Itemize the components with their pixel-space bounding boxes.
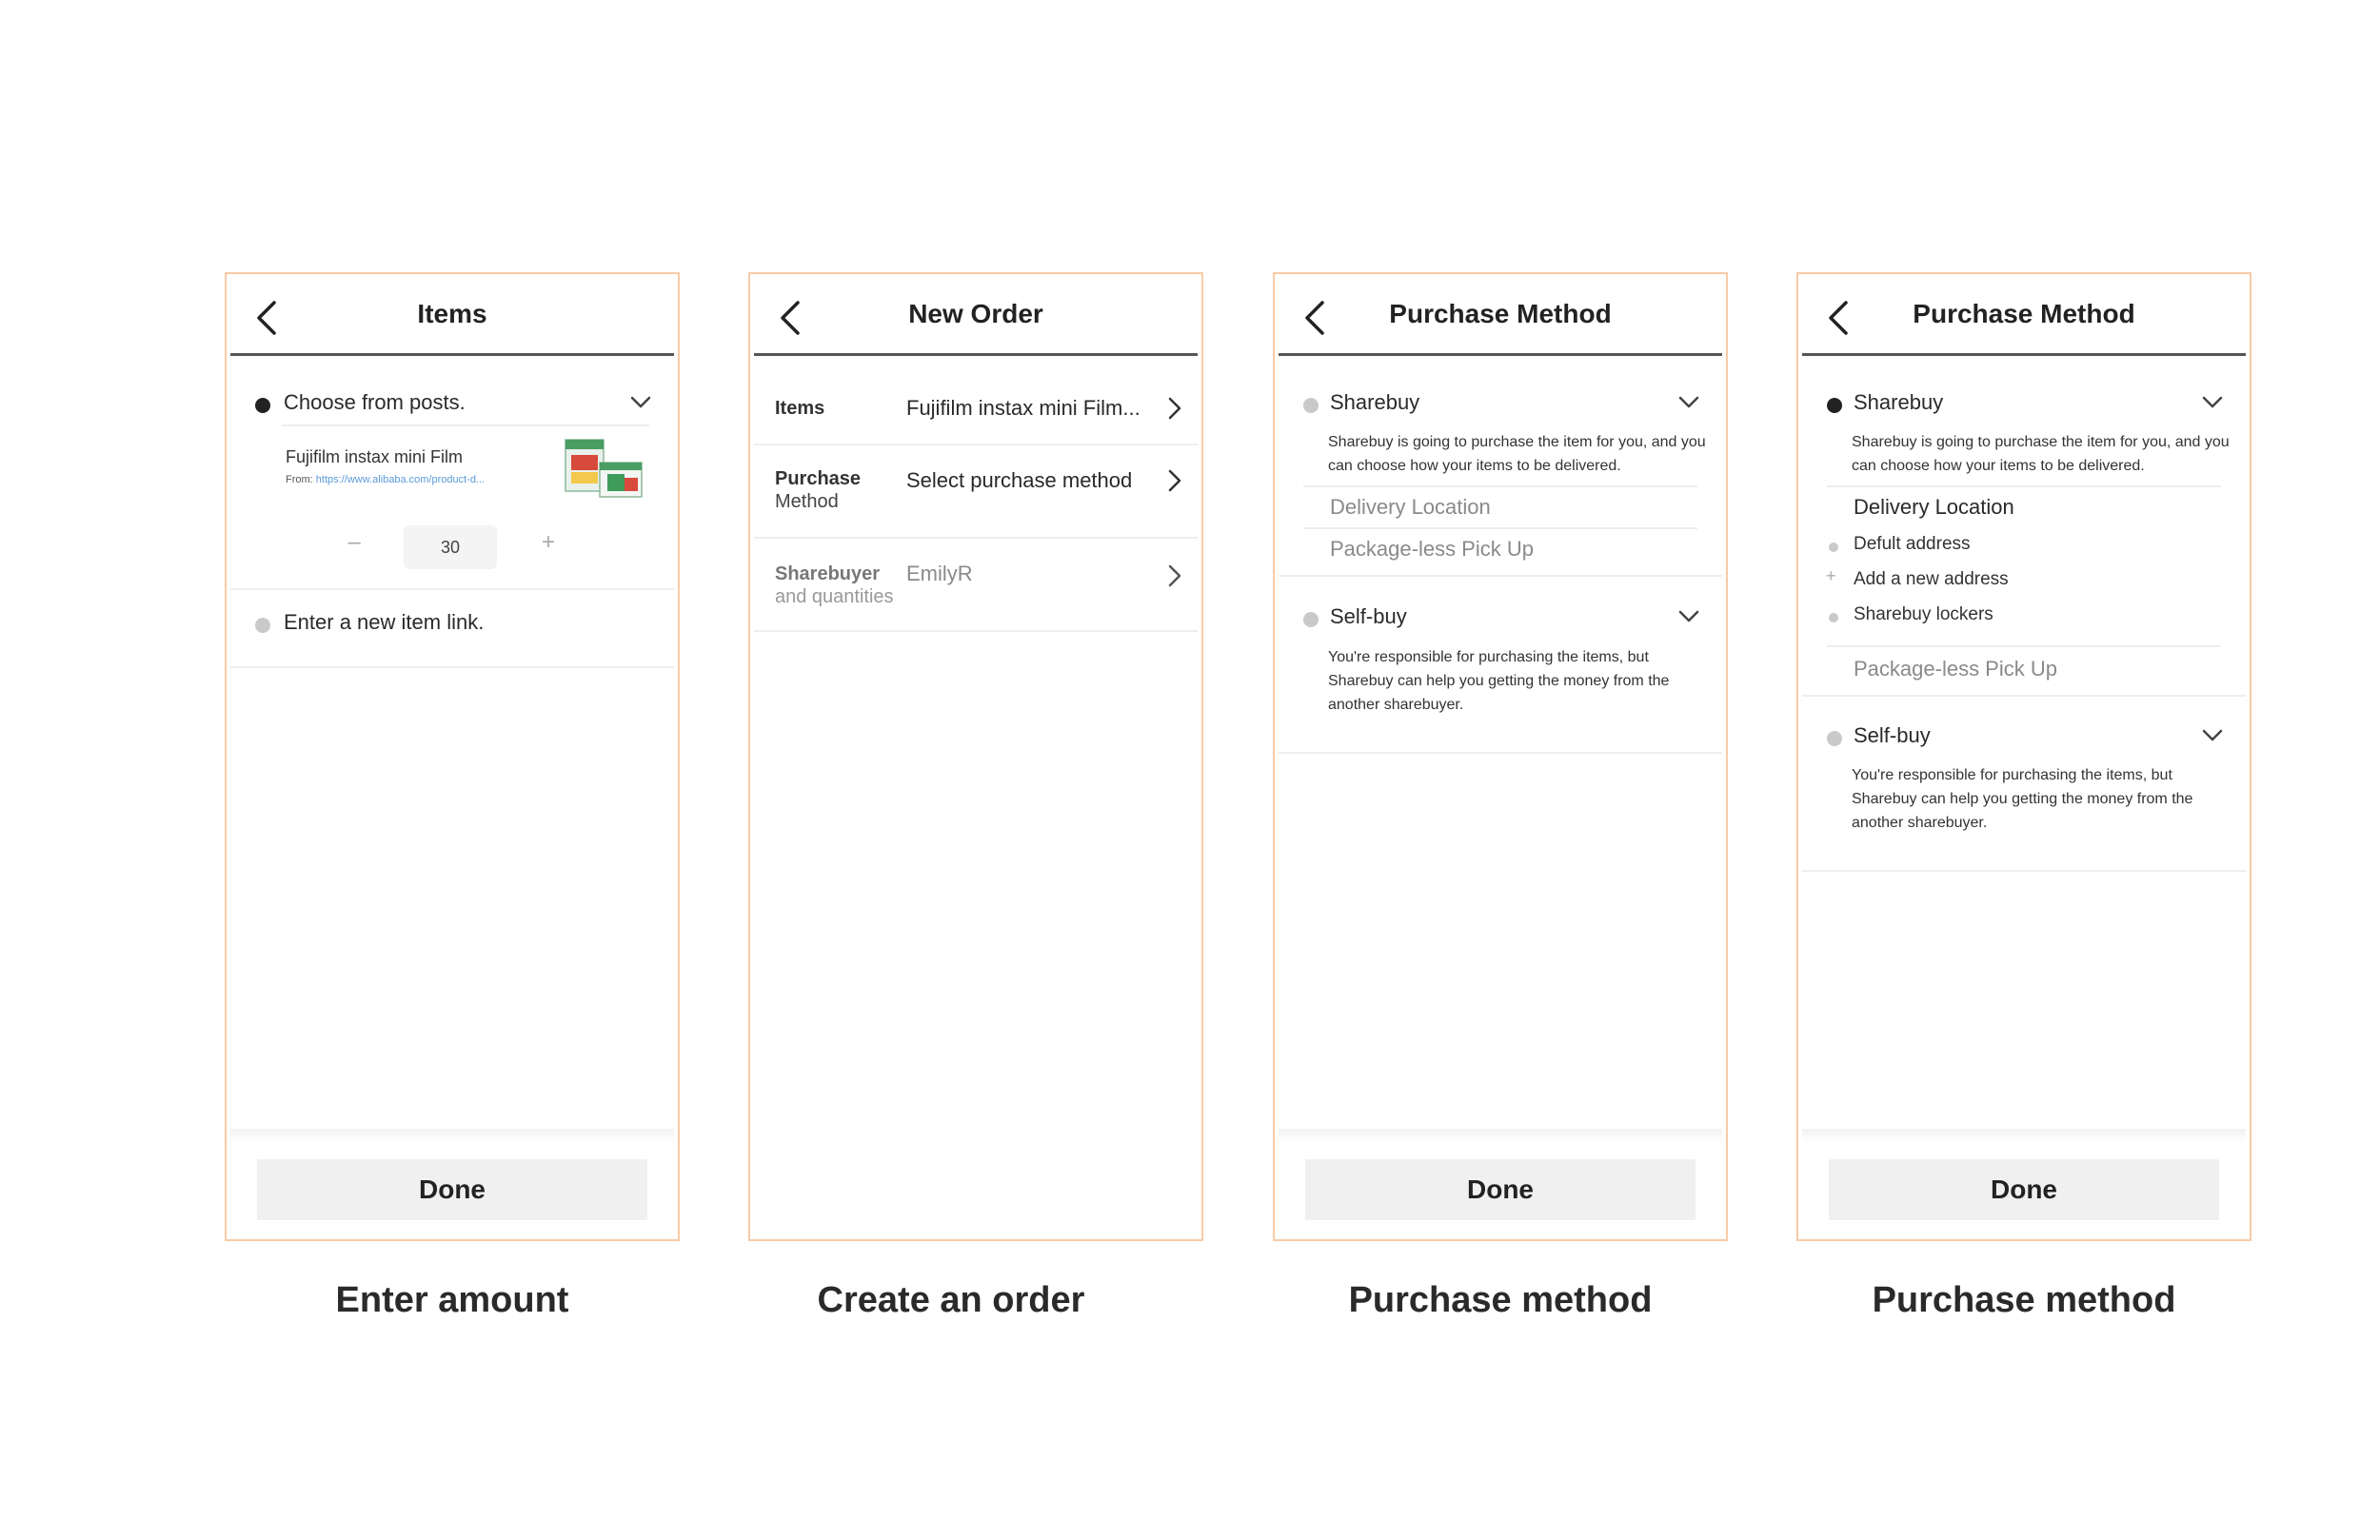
chevron-right-icon <box>1167 468 1182 493</box>
footer-shadow <box>230 1129 674 1142</box>
package-less-pickup-option[interactable]: Package-less Pick Up <box>1854 657 2057 681</box>
new-order-screen <box>748 272 1203 1241</box>
page-title: New Order <box>908 299 1043 328</box>
purchase-method-screen <box>1273 272 1728 1241</box>
plus-icon: + <box>1826 566 1836 585</box>
radio-unselected-icon <box>1303 612 1319 627</box>
header <box>1802 274 2246 356</box>
divider <box>282 424 649 426</box>
chevron-right-icon <box>1167 563 1182 588</box>
package-less-pickup-option[interactable]: Package-less Pick Up <box>1330 537 1534 561</box>
items-screen <box>225 272 680 1241</box>
chevron-down-icon[interactable] <box>1678 610 1699 623</box>
item-source-url[interactable]: https://www.alibaba.com/product-d... <box>315 474 486 485</box>
self-buy-description: You're responsible for purchasing the items, but Sharebuy can help you getting the money from the another sharebuyer. <box>1328 649 1670 713</box>
item-source-label: From: <box>286 474 313 485</box>
chevron-down-icon[interactable] <box>2202 729 2223 742</box>
sharebuy-description: Sharebuy is going to purchase the item for you, and you can choose how your items to be delivered. <box>1328 434 1706 474</box>
divider <box>1303 485 1697 487</box>
row-label: Sharebuyer <box>775 563 881 584</box>
item-source <box>286 474 485 485</box>
header <box>754 274 1198 356</box>
delivery-location-option[interactable]: Delivery Location <box>1330 495 1491 519</box>
delivery-option-label: Add a new address <box>1854 569 2009 589</box>
footer-shadow <box>1802 1129 2246 1142</box>
delivery-option-label: Defult address <box>1854 534 1971 554</box>
bullet-icon <box>1829 543 1838 552</box>
divider <box>1827 485 2221 487</box>
radio-unselected-icon <box>255 618 270 633</box>
caption-create-order: Create an order <box>817 1280 1085 1320</box>
row-value: EmilyR <box>906 562 973 585</box>
chevron-down-icon[interactable] <box>1678 396 1699 409</box>
chevron-right-icon <box>1167 396 1182 421</box>
delivery-option-label: Sharebuy lockers <box>1854 604 1993 624</box>
instax-film-thumbnail <box>562 434 647 501</box>
bullet-icon <box>1829 613 1838 622</box>
radio-unselected-icon <box>1827 731 1842 746</box>
purchase-method-expanded-screen <box>1796 272 2251 1241</box>
radio-selected-icon <box>1827 398 1842 413</box>
divider <box>1279 575 1722 577</box>
row-label: Purchase <box>775 468 862 489</box>
row-sublabel: Method <box>775 491 839 512</box>
row-value: Fujifilm instax mini Film... <box>906 396 1140 420</box>
page-title: Items <box>417 299 487 328</box>
self-buy-label: Self-buy <box>1854 723 1931 747</box>
divider <box>1827 645 2221 647</box>
divider <box>1802 695 2246 697</box>
sharebuy-label: Sharebuy <box>1330 390 1420 414</box>
caption-enter-amount: Enter amount <box>335 1280 569 1320</box>
done-button[interactable]: Done <box>257 1159 647 1220</box>
self-buy-label: Self-buy <box>1330 604 1407 628</box>
chevron-down-icon[interactable] <box>2202 396 2223 409</box>
divider <box>1279 752 1722 754</box>
divider <box>1802 870 2246 872</box>
done-button[interactable]: Done <box>1829 1159 2219 1220</box>
divider <box>230 588 674 590</box>
page-title: Purchase Method <box>1913 299 2135 328</box>
page-title: Purchase Method <box>1389 299 1612 328</box>
row-label: Items <box>775 398 825 419</box>
header <box>230 274 674 356</box>
row-sublabel: and quantities <box>775 586 894 607</box>
enter-item-link-label: Enter a new item link. <box>284 610 485 634</box>
footer-shadow <box>1279 1129 1722 1142</box>
done-button[interactable]: Done <box>1305 1159 1696 1220</box>
divider <box>754 537 1198 539</box>
self-buy-description: You're responsible for purchasing the items, but Sharebuy can help you getting the money from the another sharebuyer. <box>1852 767 2193 831</box>
decrease-button[interactable]: – <box>347 529 361 555</box>
divider <box>754 630 1198 632</box>
chevron-down-icon[interactable] <box>630 396 651 409</box>
divider <box>754 444 1198 445</box>
caption-purchase-method: Purchase method <box>1348 1280 1653 1320</box>
caption-purchase-method: Purchase method <box>1872 1280 2176 1320</box>
header <box>1279 274 1722 356</box>
divider <box>230 666 674 668</box>
delivery-location-heading: Delivery Location <box>1854 495 2014 519</box>
divider <box>1303 527 1697 529</box>
increase-button[interactable]: + <box>541 529 555 555</box>
row-value: Select purchase method <box>906 468 1133 492</box>
item-name: Fujifilm instax mini Film <box>286 447 464 466</box>
sharebuy-description: Sharebuy is going to purchase the item for you, and you can choose how your items to be delivered. <box>1852 434 2230 474</box>
radio-unselected-icon <box>1303 398 1319 413</box>
quantity-input[interactable]: 30 <box>404 525 497 569</box>
sharebuy-label: Sharebuy <box>1854 390 1944 414</box>
choose-from-posts-label: Choose from posts. <box>284 390 466 414</box>
radio-selected-icon <box>255 398 270 413</box>
